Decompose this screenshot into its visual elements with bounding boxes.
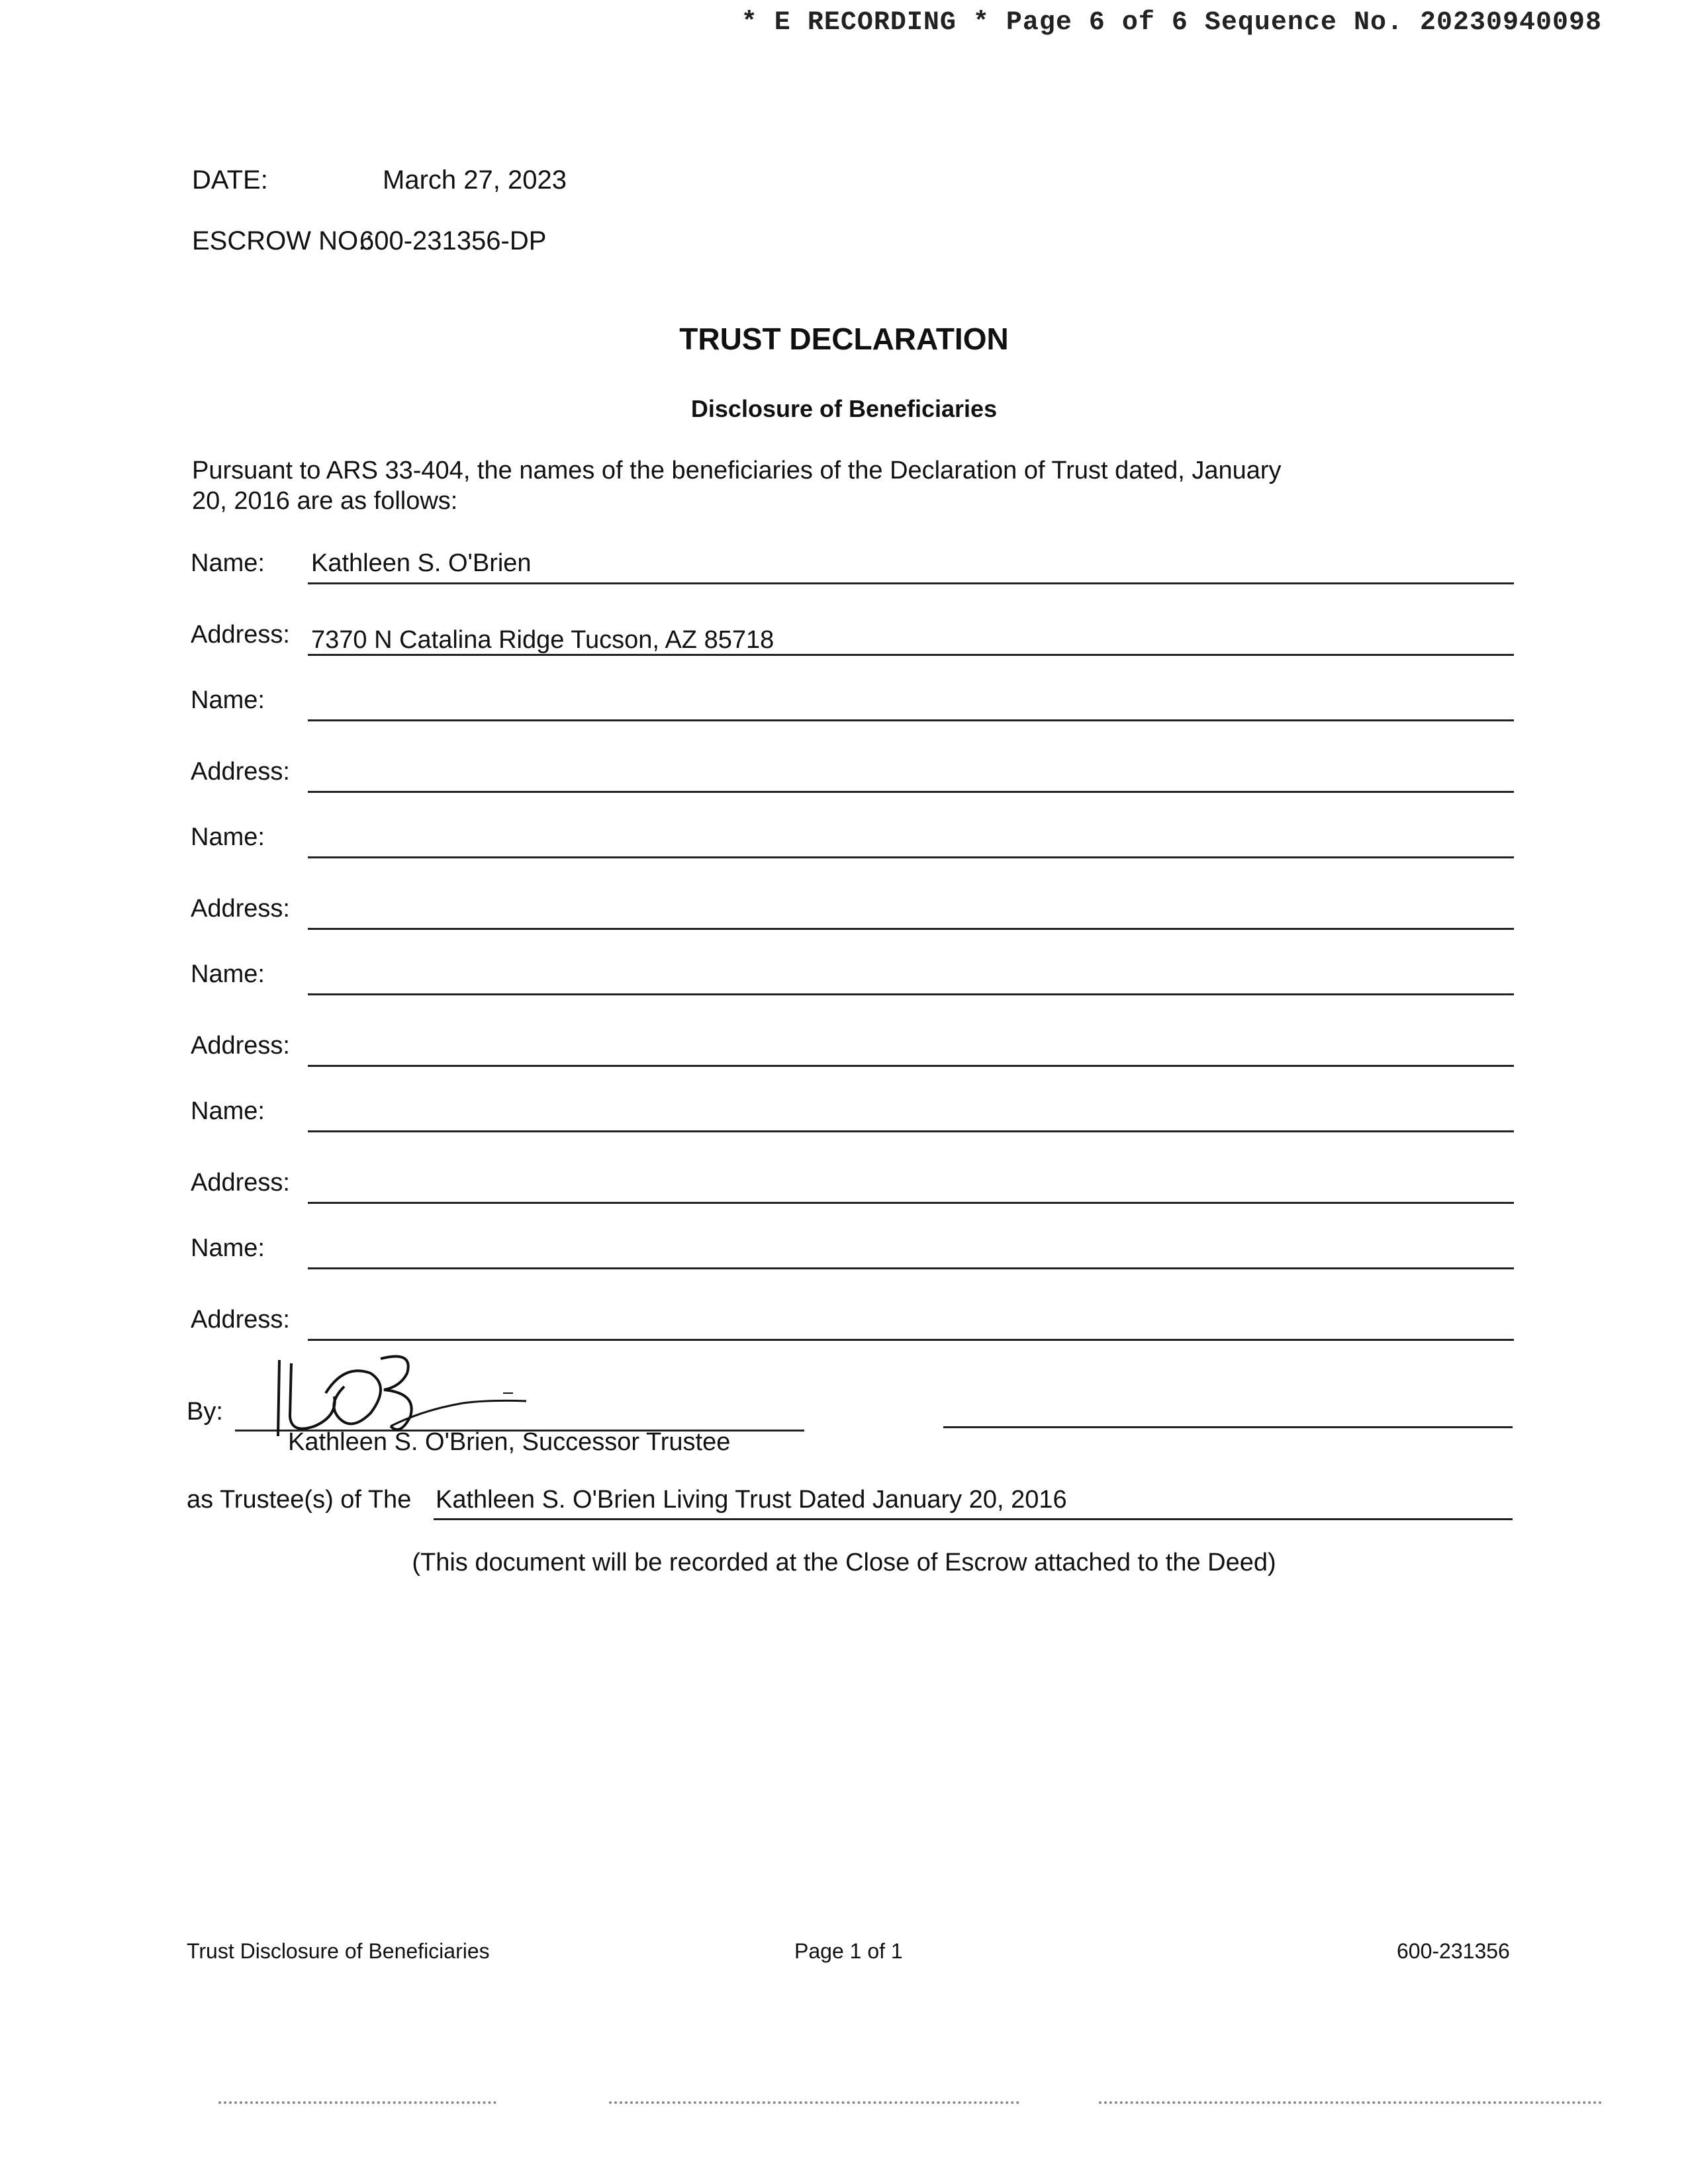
scan-artifact xyxy=(609,2101,1019,2104)
scan-artifact xyxy=(1099,2101,1602,2104)
beneficiary-address-line xyxy=(308,1339,1514,1341)
beneficiary-address-line xyxy=(308,1202,1514,1204)
beneficiary-name-line xyxy=(308,1130,1514,1132)
intro-paragraph: Pursuant to ARS 33-404, the names of the beneficiaries of the Declaration of Trust dated, January 20, 2016 are as follows: xyxy=(192,457,1282,515)
recording-note: (This document will be recorded at the Close of Escrow attached to the Deed) xyxy=(412,1549,1276,1576)
trustee-line xyxy=(434,1518,1513,1520)
beneficiary-address-label: Address: xyxy=(191,1306,290,1334)
footer-title: Trust Disclosure of Beneficiaries xyxy=(187,1939,490,1963)
signer-name: Kathleen S. O'Brien, Successor Trustee xyxy=(288,1428,731,1456)
beneficiary-name-line xyxy=(308,1267,1514,1269)
beneficiary-address-line xyxy=(308,654,1514,656)
beneficiary-address-line xyxy=(308,1065,1514,1067)
date-label: DATE: xyxy=(192,165,268,195)
beneficiary-name-label: Name: xyxy=(191,1097,265,1125)
scan-artifact xyxy=(218,2101,496,2104)
beneficiary-address-value: 7370 N Catalina Ridge Tucson, AZ 85718 xyxy=(311,626,774,654)
escrow-value: 600-231356-DP xyxy=(359,226,547,255)
beneficiary-name-label: Name: xyxy=(191,1234,265,1262)
document-title: TRUST DECLARATION xyxy=(679,322,1009,356)
escrow-label: ESCROW NO.: xyxy=(192,226,373,255)
beneficiary-address-label: Address: xyxy=(191,758,290,786)
by-label: By: xyxy=(187,1398,223,1426)
beneficiary-address-label: Address: xyxy=(191,895,290,923)
recording-stamp: * E RECORDING * Page 6 of 6 Sequence No. 20230940098 xyxy=(741,8,1602,38)
beneficiary-address-line xyxy=(308,791,1514,793)
footer-escrow-number: 600-231356 xyxy=(1397,1939,1510,1963)
second-signature-line xyxy=(943,1426,1513,1428)
footer-page-number: Page 1 of 1 xyxy=(794,1939,903,1963)
beneficiary-name-label: Name: xyxy=(191,686,265,714)
date-value: March 27, 2023 xyxy=(383,165,567,195)
trustee-label: as Trustee(s) of The xyxy=(187,1486,412,1514)
beneficiary-address-label: Address: xyxy=(191,1032,290,1060)
trustee-value: Kathleen S. O'Brien Living Trust Dated January 20, 2016 xyxy=(436,1486,1067,1514)
beneficiary-name-label: Name: xyxy=(191,549,265,577)
beneficiary-name-label: Name: xyxy=(191,823,265,851)
document-subtitle: Disclosure of Beneficiaries xyxy=(690,395,998,422)
beneficiary-name-label: Name: xyxy=(191,960,265,988)
beneficiary-address-label: Address: xyxy=(191,621,290,649)
beneficiary-name-line xyxy=(308,719,1514,721)
beneficiary-address-line xyxy=(308,928,1514,930)
beneficiary-name-line xyxy=(308,856,1514,858)
beneficiary-name-value: Kathleen S. O'Brien xyxy=(311,549,532,577)
beneficiary-address-label: Address: xyxy=(191,1169,290,1197)
beneficiary-name-line xyxy=(308,993,1514,995)
beneficiary-name-line xyxy=(308,582,1514,584)
